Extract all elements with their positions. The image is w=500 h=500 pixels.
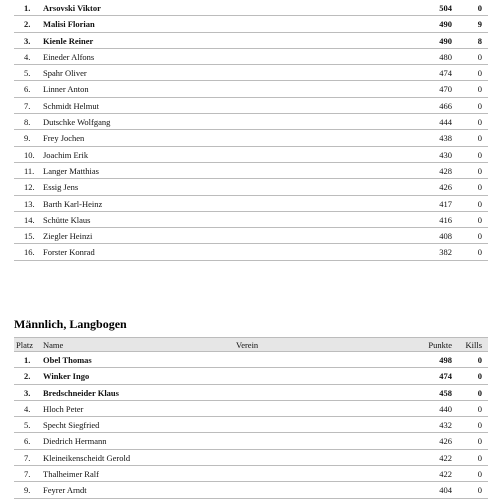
rank-cell: 9. — [24, 485, 31, 496]
kills-cell: 0 — [477, 420, 482, 431]
kills-cell: 0 — [477, 182, 482, 193]
points-cell: 498 — [439, 355, 452, 365]
header-rank: Platz — [16, 340, 33, 350]
table-row — [14, 179, 488, 195]
rank-cell: 5. — [24, 68, 31, 79]
table-row — [14, 433, 488, 449]
table-row — [14, 65, 488, 81]
name-cell: Kienle Reiner — [43, 35, 94, 46]
header-name: Name — [43, 340, 64, 350]
table-row — [14, 114, 488, 130]
rank-cell: 11. — [24, 165, 35, 176]
name-cell: Joachim Erik — [43, 149, 89, 160]
points-cell: 404 — [439, 485, 452, 496]
kills-cell: 0 — [477, 355, 482, 365]
name-cell: Feyrer Arndt — [43, 485, 87, 496]
table-header — [14, 337, 488, 352]
table-row — [14, 401, 488, 417]
rank-cell: 15. — [24, 231, 35, 242]
kills-cell: 0 — [477, 403, 482, 414]
rank-cell: 1. — [24, 355, 31, 365]
points-cell: 458 — [439, 387, 452, 398]
rank-cell: 12. — [24, 182, 35, 193]
rank-cell: 2. — [24, 19, 31, 30]
table-row — [14, 352, 488, 368]
table-row — [14, 49, 488, 65]
rank-cell: 10. — [24, 149, 35, 160]
name-cell: Thalheimer Ralf — [43, 469, 99, 480]
rank-cell: 8. — [24, 117, 31, 128]
table-row — [14, 385, 488, 401]
section-title: Männlich, Langbogen — [14, 317, 127, 331]
rank-cell: 5. — [24, 420, 31, 431]
points-cell: 430 — [439, 149, 452, 160]
name-cell: Frey Jochen — [43, 133, 85, 144]
name-cell: Kleineikenscheidt Gerold — [43, 452, 131, 463]
kills-cell: 0 — [477, 51, 482, 62]
points-cell: 490 — [439, 35, 452, 46]
name-cell: Essig Jens — [43, 182, 79, 193]
name-cell: Langer Matthias — [43, 165, 99, 176]
table-row — [14, 228, 488, 244]
rank-cell: 3. — [24, 35, 31, 46]
header-points: Punkte — [428, 340, 452, 350]
name-cell: Diedrich Hermann — [43, 436, 107, 447]
points-cell: 417 — [439, 198, 452, 209]
points-cell: 408 — [439, 231, 452, 242]
name-cell: Bredschneider Klaus — [43, 387, 119, 398]
kills-cell: 0 — [477, 469, 482, 480]
points-cell: 432 — [439, 420, 452, 431]
kills-cell: 0 — [477, 198, 482, 209]
rank-cell: 6. — [24, 436, 31, 447]
points-cell: 382 — [439, 247, 452, 258]
points-cell: 474 — [439, 371, 452, 382]
kills-cell: 0 — [477, 100, 482, 111]
name-cell: Winker Ingo — [43, 371, 90, 382]
kills-cell: 0 — [477, 3, 482, 13]
points-cell: 444 — [439, 117, 452, 128]
table-row — [14, 212, 488, 228]
rank-cell: 1. — [24, 3, 31, 13]
points-cell: 504 — [439, 3, 452, 13]
kills-cell: 0 — [477, 84, 482, 95]
rank-cell: 7. — [24, 469, 31, 480]
name-cell: Malisi Florian — [43, 19, 95, 30]
name-cell: Linner Anton — [43, 84, 89, 95]
name-cell: Schütte Klaus — [43, 214, 91, 225]
kills-cell: 0 — [477, 436, 482, 447]
kills-cell: 9 — [477, 19, 482, 30]
table-row — [14, 147, 488, 163]
table-row — [14, 130, 488, 146]
table-row — [14, 98, 488, 114]
kills-cell: 0 — [477, 149, 482, 160]
kills-cell: 0 — [477, 371, 482, 382]
kills-cell: 0 — [477, 387, 482, 398]
rank-cell: 7. — [24, 100, 31, 111]
name-cell: Specht Siegfried — [43, 420, 100, 431]
points-cell: 416 — [439, 214, 452, 225]
table-row — [14, 16, 488, 32]
rank-cell: 3. — [24, 387, 31, 398]
table-row — [14, 0, 488, 16]
name-cell: Obel Thomas — [43, 355, 92, 365]
points-cell: 426 — [439, 436, 452, 447]
name-cell: Hloch Peter — [43, 403, 84, 414]
table-row — [14, 244, 488, 260]
table-row — [14, 163, 488, 179]
kills-cell: 8 — [477, 35, 482, 46]
points-cell: 422 — [439, 469, 452, 480]
header-club: Verein — [236, 340, 259, 350]
rank-cell: 4. — [24, 51, 31, 62]
header-kills: Kills — [465, 340, 482, 350]
name-cell: Forster Konrad — [43, 247, 95, 258]
table-row — [14, 417, 488, 433]
kills-cell: 0 — [477, 485, 482, 496]
rank-cell: 16. — [24, 247, 35, 258]
rank-cell: 9. — [24, 133, 31, 144]
results-table-top — [14, 0, 488, 261]
kills-cell: 0 — [477, 165, 482, 176]
kills-cell: 0 — [477, 247, 482, 258]
kills-cell: 0 — [477, 133, 482, 144]
table-row — [14, 482, 488, 498]
table-row — [14, 466, 488, 482]
rank-cell: 2. — [24, 371, 31, 382]
points-cell: 470 — [439, 84, 452, 95]
name-cell: Barth Karl-Heinz — [43, 198, 103, 209]
points-cell: 474 — [439, 68, 452, 79]
kills-cell: 0 — [477, 214, 482, 225]
table-row — [14, 81, 488, 97]
points-cell: 426 — [439, 182, 452, 193]
points-cell: 466 — [439, 100, 452, 111]
table-row — [14, 368, 488, 384]
points-cell: 480 — [439, 51, 452, 62]
rank-cell: 13. — [24, 198, 35, 209]
rank-cell: 6. — [24, 84, 31, 95]
points-cell: 428 — [439, 165, 452, 176]
rank-cell: 4. — [24, 403, 31, 414]
kills-cell: 0 — [477, 231, 482, 242]
rank-cell: 14. — [24, 214, 35, 225]
table-row — [14, 196, 488, 212]
kills-cell: 0 — [477, 68, 482, 79]
kills-cell: 0 — [477, 117, 482, 128]
name-cell: Eineder Alfons — [43, 51, 95, 62]
points-cell: 438 — [439, 133, 452, 144]
name-cell: Spahr Oliver — [43, 68, 87, 79]
table-row — [14, 33, 488, 49]
results-table-langbogen — [14, 337, 488, 499]
name-cell: Schmidt Helmut — [43, 100, 99, 111]
name-cell: Dutschke Wolfgang — [43, 117, 111, 128]
rank-cell: 7. — [24, 452, 31, 463]
name-cell: Ziegler Heinzi — [43, 231, 93, 242]
kills-cell: 0 — [477, 452, 482, 463]
points-cell: 422 — [439, 452, 452, 463]
points-cell: 440 — [439, 403, 452, 414]
table-row — [14, 450, 488, 466]
name-cell: Arsovski Viktor — [43, 3, 101, 13]
points-cell: 490 — [439, 19, 452, 30]
